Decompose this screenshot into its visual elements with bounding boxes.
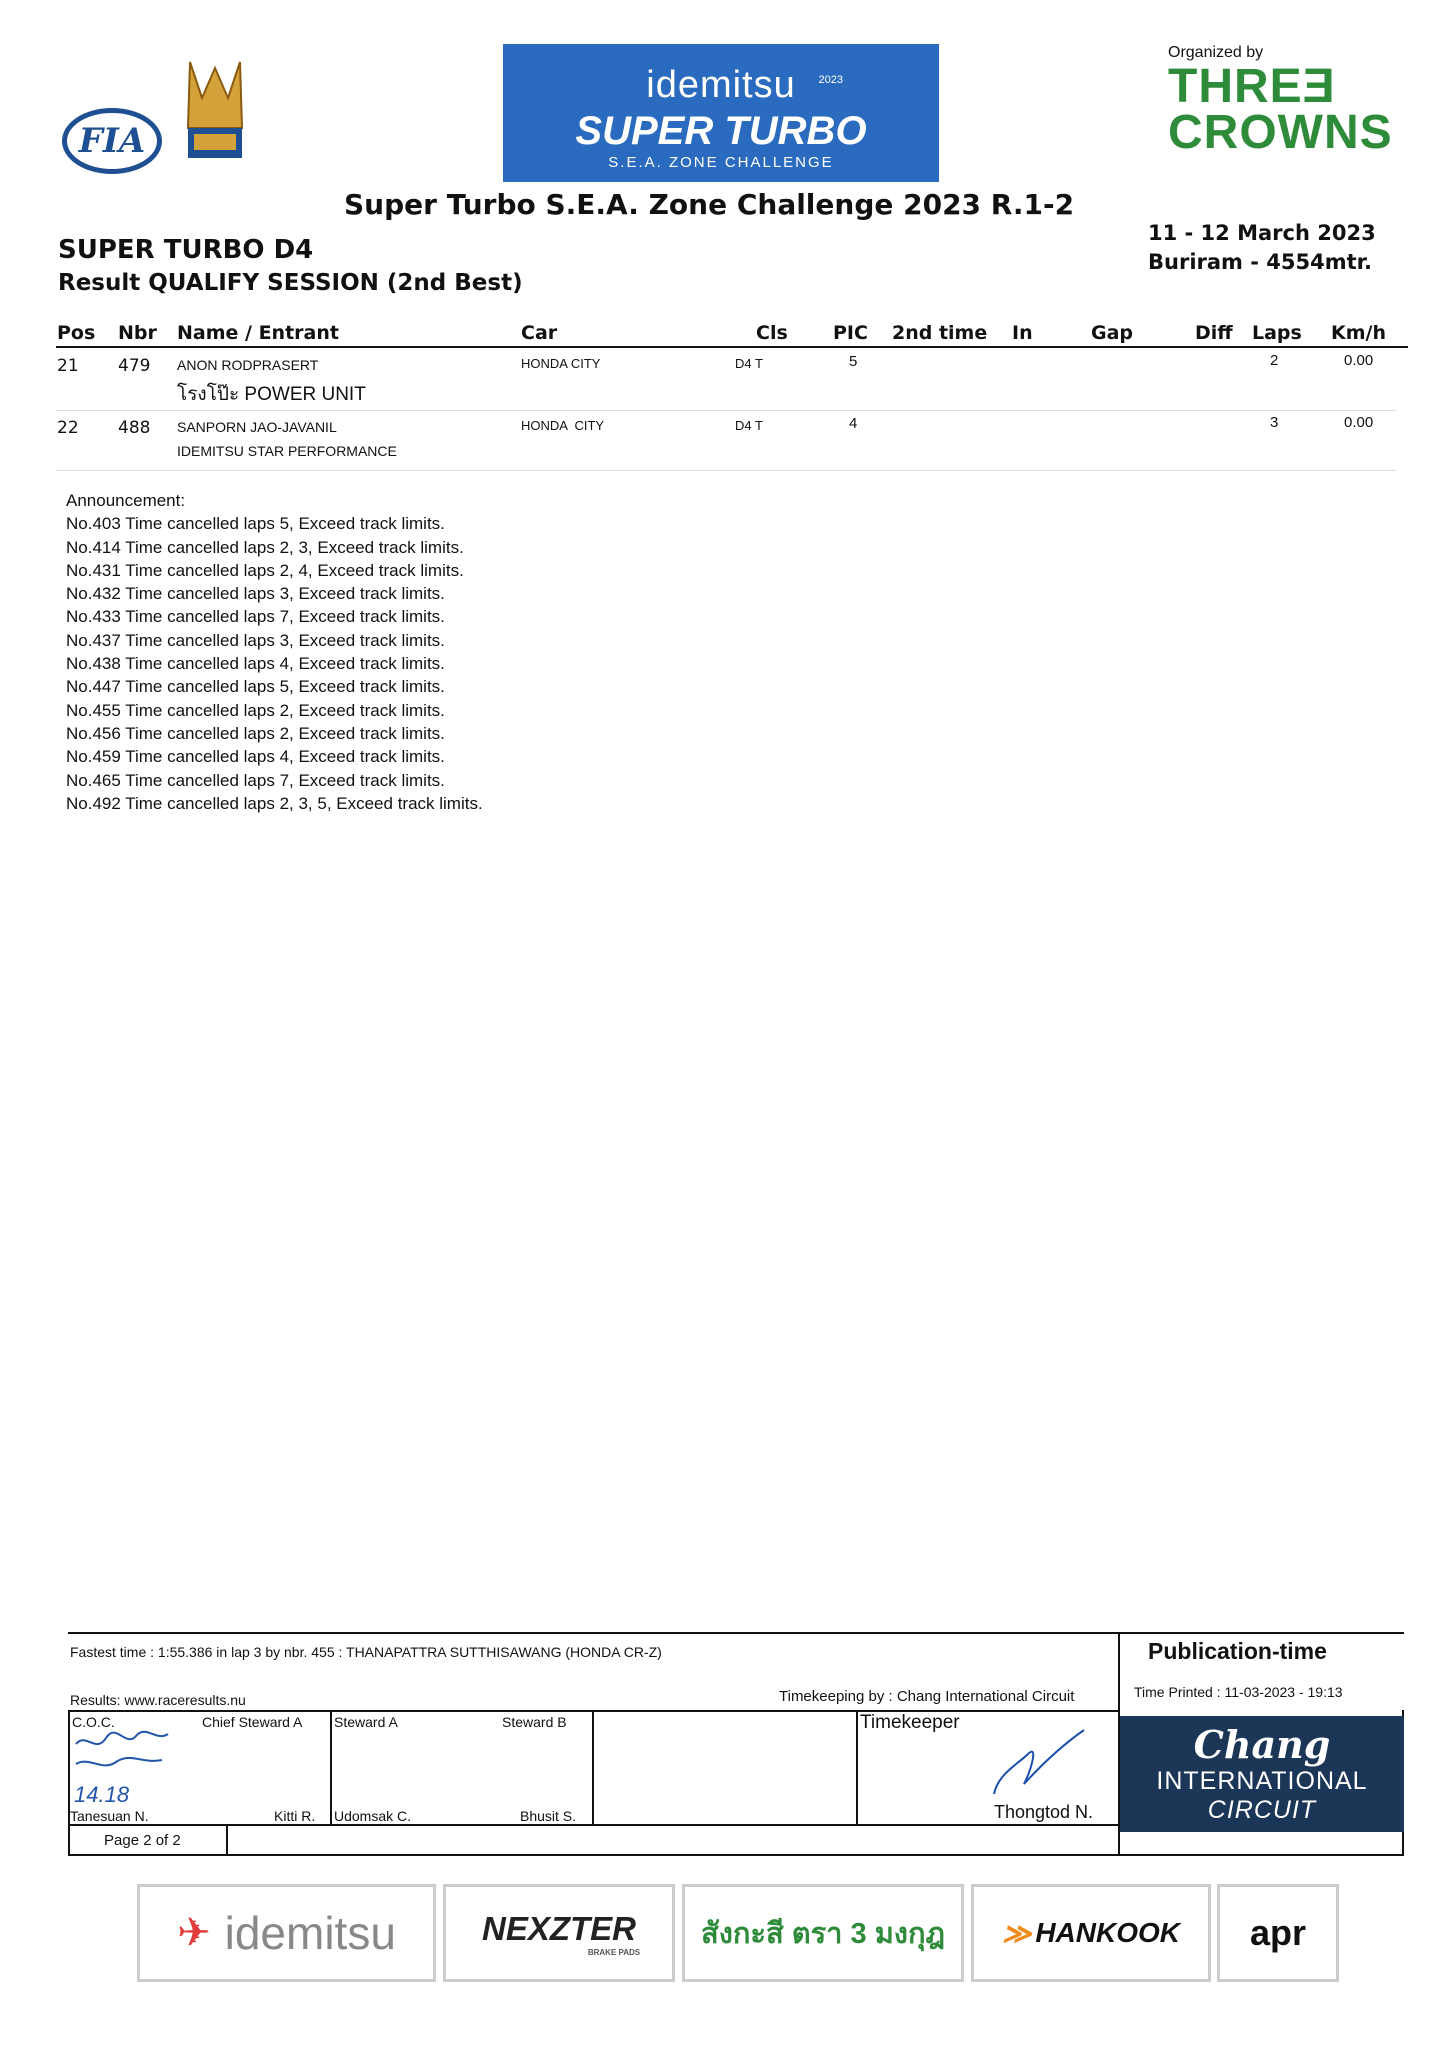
page-number: Page 2 of 2 bbox=[104, 1832, 181, 1849]
steward-a-name: Udomsak C. bbox=[334, 1808, 412, 1824]
organizer-line-1: THREƎ bbox=[1168, 60, 1336, 113]
announcement-line: No.459 Time cancelled laps 4, Exceed track limits. bbox=[66, 747, 445, 767]
timekeeper-label: Timekeeper bbox=[860, 1712, 960, 1733]
hankook-swoosh-icon: ≫ bbox=[1002, 1917, 1032, 1949]
announcement-line: No.403 Time cancelled laps 5, Exceed track limits. bbox=[66, 514, 445, 534]
coc-label: C.O.C. bbox=[72, 1714, 115, 1730]
chang-circuit-logo bbox=[1120, 1716, 1404, 1832]
row-divider bbox=[56, 410, 1396, 411]
chang-logo-line-2: INTERNATIONAL bbox=[1156, 1767, 1368, 1795]
announcement-line: No.447 Time cancelled laps 5, Exceed track limits. bbox=[66, 677, 445, 697]
timekeeper-name: Thongtod N. bbox=[994, 1802, 1094, 1822]
fia-logo: FIA bbox=[62, 108, 162, 174]
steward-b-name: Bhusit S. bbox=[520, 1808, 577, 1824]
row-pic: 5 bbox=[849, 353, 858, 370]
event-date: 11 - 12 March 2023 bbox=[1148, 221, 1376, 245]
association-crest-icon bbox=[182, 58, 248, 166]
row-car: HONDA CITY bbox=[521, 356, 601, 371]
footer-rule bbox=[68, 1710, 70, 1856]
timekeeper-signature-icon bbox=[988, 1724, 1098, 1804]
banner-subtitle: S.E.A. ZONE CHALLENGE bbox=[608, 154, 834, 171]
timekeeping-by: Timekeeping by : Chang International Circuit bbox=[779, 1688, 1075, 1705]
header-rule bbox=[56, 346, 1408, 348]
sponsor-apr-label: apr bbox=[1249, 1912, 1307, 1953]
fastest-time: Fastest time : 1:55.386 in lap 3 by nbr. 455 : THANAPATTRA SUTTHISAWANG (HONDA CR-Z) bbox=[70, 1644, 662, 1660]
footer-rule bbox=[226, 1824, 228, 1856]
col-pos: Pos bbox=[57, 322, 96, 344]
col-gap: Gap bbox=[1091, 322, 1134, 344]
announcement-line: No.433 Time cancelled laps 7, Exceed track limits. bbox=[66, 607, 445, 627]
row-nbr: 479 bbox=[118, 356, 151, 376]
banner-brand: idemitsu bbox=[646, 64, 796, 106]
event-title: Super Turbo S.E.A. Zone Challenge 2023 R.1-2 bbox=[344, 188, 1075, 221]
coc-name: Tanesuan N. bbox=[70, 1808, 149, 1824]
steward-a-label: Steward A bbox=[334, 1714, 398, 1730]
chang-logo-line-3: CIRCUIT bbox=[1207, 1796, 1317, 1824]
col-2nd-time: 2nd time bbox=[892, 322, 988, 344]
steward-b-label: Steward B bbox=[502, 1714, 567, 1730]
announcement-line: No.455 Time cancelled laps 2, Exceed track limits. bbox=[66, 700, 445, 720]
row-divider bbox=[56, 470, 1396, 471]
sponsor-idemitsu-label: idemitsu bbox=[224, 1907, 396, 1959]
footer-rule bbox=[330, 1710, 332, 1824]
chief-steward-name: Kitti R. bbox=[274, 1808, 316, 1824]
announcement-line: No.492 Time cancelled laps 2, 3, 5, Exceed track limits. bbox=[66, 793, 483, 813]
chief-steward-label: Chief Steward A bbox=[202, 1714, 303, 1730]
sponsor-nexzter-label: NEXZTER bbox=[481, 1909, 636, 1947]
time-printed: Time Printed : 11-03-2023 - 19:13 bbox=[1134, 1684, 1343, 1700]
publication-time-label: Publication-time bbox=[1148, 1638, 1327, 1664]
row-pos: 21 bbox=[57, 356, 79, 376]
footer-block bbox=[68, 1632, 1404, 1866]
col-nbr: Nbr bbox=[118, 322, 157, 344]
col-car: Car bbox=[521, 322, 558, 344]
sponsor-hankook-label: HANKOOK bbox=[1035, 1917, 1180, 1948]
organized-by-label: Organized by bbox=[1168, 44, 1264, 61]
footer-rule bbox=[68, 1632, 1404, 1634]
super-turbo-banner bbox=[503, 44, 939, 182]
session-title: Result QUALIFY SESSION (2nd Best) bbox=[58, 270, 523, 296]
announcement-line: No.432 Time cancelled laps 3, Exceed track limits. bbox=[66, 584, 445, 604]
class-title: SUPER TURBO D4 bbox=[58, 235, 314, 265]
organizer-line-2: CROWNS bbox=[1168, 106, 1393, 159]
footer-rule bbox=[68, 1854, 1404, 1856]
row-pos: 22 bbox=[57, 418, 79, 438]
announcement-block bbox=[66, 489, 483, 815]
announcement-line: No.437 Time cancelled laps 3, Exceed track limits. bbox=[66, 630, 445, 650]
row-laps: 2 bbox=[1270, 352, 1279, 369]
row-pic: 4 bbox=[849, 415, 858, 432]
row-kmh: 0.00 bbox=[1344, 352, 1374, 369]
announcement-line: No.414 Time cancelled laps 2, 3, Exceed track limits. bbox=[66, 537, 464, 557]
row-cls: D4 T bbox=[735, 418, 763, 433]
announcement-line: No.438 Time cancelled laps 4, Exceed track limits. bbox=[66, 654, 445, 674]
banner-year: 2023 bbox=[818, 74, 843, 86]
banner-title: SUPER TURBO bbox=[575, 109, 867, 153]
sponsor-hankook bbox=[971, 1884, 1211, 1982]
sponsor-nexzter-sub: BRAKE PADS bbox=[587, 1947, 641, 1957]
footer-rule bbox=[68, 1710, 1120, 1712]
sponsor-three-crowns-label: สังกะสี ตรา 3 มงกุฎ bbox=[701, 1918, 945, 1950]
coc-handwriting: 14.18 bbox=[74, 1782, 130, 1807]
idemitsu-bird-icon: ✈ bbox=[177, 1911, 211, 1955]
row-name: SANPORN JAO-JAVANIL bbox=[177, 419, 337, 435]
row-name: ANON RODPRASERT bbox=[177, 357, 319, 373]
row-car: HONDA CITY bbox=[521, 418, 605, 433]
announcement-line: No.431 Time cancelled laps 2, 4, Exceed track limits. bbox=[66, 560, 464, 580]
footer-rule bbox=[592, 1710, 594, 1824]
announcement-line: No.465 Time cancelled laps 7, Exceed track limits. bbox=[66, 770, 445, 790]
chang-logo-line-1: Chang bbox=[1193, 1722, 1331, 1767]
col-name: Name / Entrant bbox=[177, 322, 339, 344]
row-cls: D4 T bbox=[735, 356, 763, 371]
col-cls: Cls bbox=[756, 322, 788, 344]
col-diff: Diff bbox=[1195, 322, 1233, 344]
sponsor-nexzter bbox=[443, 1884, 675, 1982]
footer-rule bbox=[856, 1710, 858, 1824]
col-kmh: Km/h bbox=[1331, 322, 1386, 344]
sponsor-apr bbox=[1217, 1884, 1339, 1982]
row-laps: 3 bbox=[1270, 414, 1279, 431]
sponsor-three-crowns-thai bbox=[682, 1884, 964, 1982]
three-crowns-logo bbox=[1168, 60, 1393, 159]
row-nbr: 488 bbox=[118, 418, 151, 438]
sponsor-idemitsu bbox=[137, 1884, 436, 1982]
results-url: Results: www.raceresults.nu bbox=[70, 1692, 246, 1708]
col-pic: PIC bbox=[833, 322, 868, 344]
announcement-title: Announcement: bbox=[66, 491, 186, 510]
col-laps: Laps bbox=[1252, 322, 1302, 344]
row-entrant: IDEMITSU STAR PERFORMANCE bbox=[177, 443, 397, 459]
row-kmh: 0.00 bbox=[1344, 414, 1374, 431]
row-entrant: โรงโป๊ะ POWER UNIT bbox=[177, 384, 366, 405]
announcement-line: No.456 Time cancelled laps 2, Exceed track limits. bbox=[66, 723, 445, 743]
event-venue: Buriram - 4554mtr. bbox=[1148, 250, 1372, 274]
col-in: In bbox=[1012, 322, 1033, 344]
